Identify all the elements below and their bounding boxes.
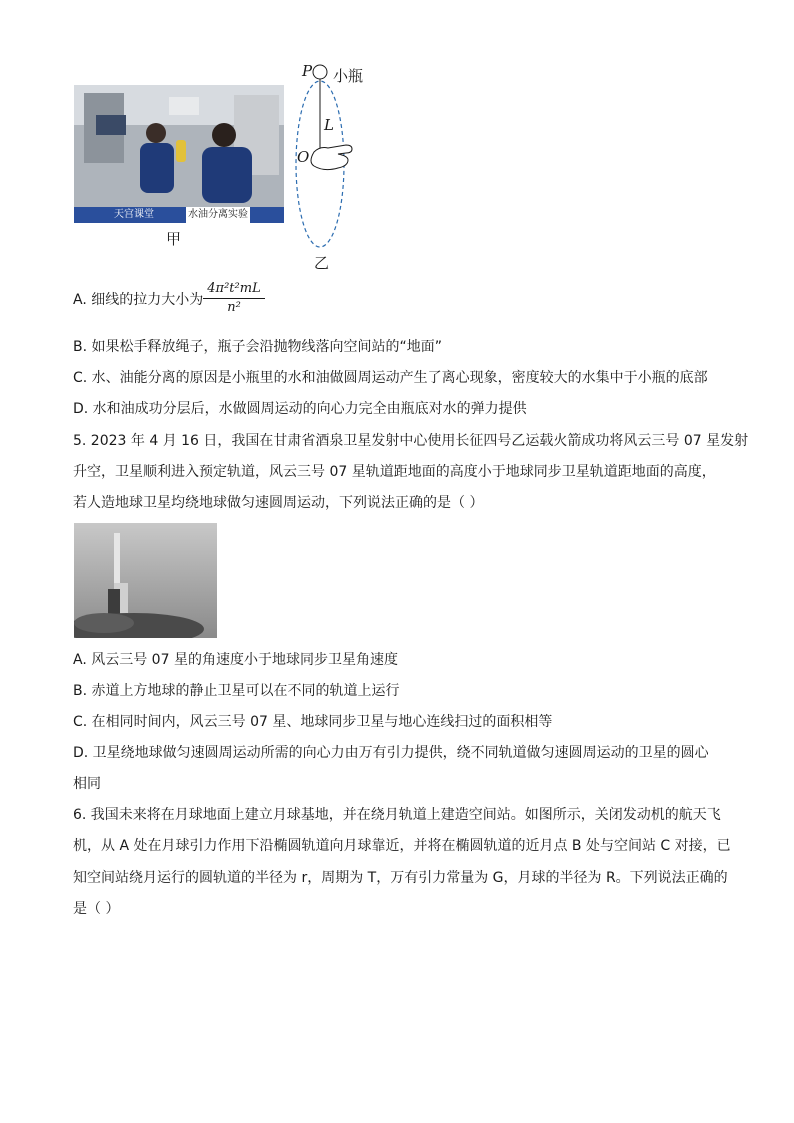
q4-option-a-prefix: A. 细线的拉力大小为 — [73, 292, 204, 308]
q6-stem-line-4: 是（ ） — [73, 901, 120, 917]
experiment-photo — [74, 85, 284, 223]
banner-right: 水油分离实验 — [186, 207, 250, 223]
fraction-bar — [203, 298, 265, 299]
q5-option-d-line-1: D. 卫星绕地球做匀速圆周运动所需的向心力由万有引力提供，绕不同轨道做匀速圆周运动的卫星的圆心 — [73, 745, 709, 761]
q4-option-b: B. 如果松手释放绳子，瓶子会沿抛物线落向空间站的“地面” — [73, 339, 443, 355]
fraction-numerator: 4π²t²mL — [207, 281, 261, 296]
q6-stem-line-2: 机，从 A 处在月球引力作用下沿椭圆轨道向月球靠近，并将在椭圆轨道的近月点 B 处与空间站 C 对接，已 — [73, 838, 731, 854]
rocket-launch-graphic — [74, 523, 217, 638]
banner-left: 天宫课堂 — [114, 209, 154, 220]
fraction-denominator: n² — [227, 300, 241, 315]
q5-stem-line-3: 若人造地球卫星均绕地球做匀速圆周运动，下列说法正确的是（ ） — [73, 495, 484, 511]
q4-option-d: D. 水和油成功分层后，水做圆周运动的向心力完全由瓶底对水的弹力提供 — [73, 401, 527, 417]
label-O: O — [297, 148, 310, 166]
label-bottle: 小瓶 — [333, 67, 364, 85]
q5-stem-line-1: 5. 2023 年 4 月 16 日，我国在甘肃省酒泉卫星发射中心使用长征四号乙运载火箭成功将风云三号 07 星发射 — [73, 433, 749, 449]
q5-option-d-line-2: 相同 — [73, 776, 101, 792]
q5-option-a: A. 风云三号 07 星的角速度小于地球同步卫星角速度 — [73, 652, 398, 668]
q5-option-c: C. 在相同时间内，风云三号 07 星、地球同步卫星与地心连线扫过的面积相等 — [73, 714, 553, 730]
q4-option-a-fraction — [203, 281, 265, 316]
q6-stem-line-3: 知空间站绕月运行的圆轨道的半径为 r，周期为 T，万有引力常量为 G，月球的半径为 R。下列说法正确的 — [73, 870, 728, 886]
label-L: L — [324, 116, 334, 134]
diagram-caption: 乙 — [314, 254, 330, 272]
space-station-photo-graphic — [74, 85, 284, 223]
bottle-circle — [313, 65, 327, 79]
photo-caption: 甲 — [166, 230, 182, 248]
photo-banner — [74, 207, 284, 223]
rocket-launch-photo — [74, 523, 217, 638]
q6-stem-line-1: 6. 我国未来将在月球地面上建立月球基地，并在绕月轨道上建造空间站。如图所示，关闭发动机的航天飞 — [73, 807, 721, 823]
hand-shape — [311, 145, 352, 170]
label-P: P — [302, 62, 313, 80]
q5-option-b: B. 赤道上方地球的静止卫星可以在不同的轨道上运行 — [73, 683, 400, 699]
q5-stem-line-2: 升空，卫星顺利进入预定轨道，风云三号 07 星轨道距地面的高度小于地球同步卫星轨道距地面的高度， — [73, 464, 716, 480]
q4-option-c: C. 水、油能分离的原因是小瓶里的水和油做圆周运动产生了离心现象，密度较大的水集中于小瓶的底部 — [73, 370, 708, 386]
